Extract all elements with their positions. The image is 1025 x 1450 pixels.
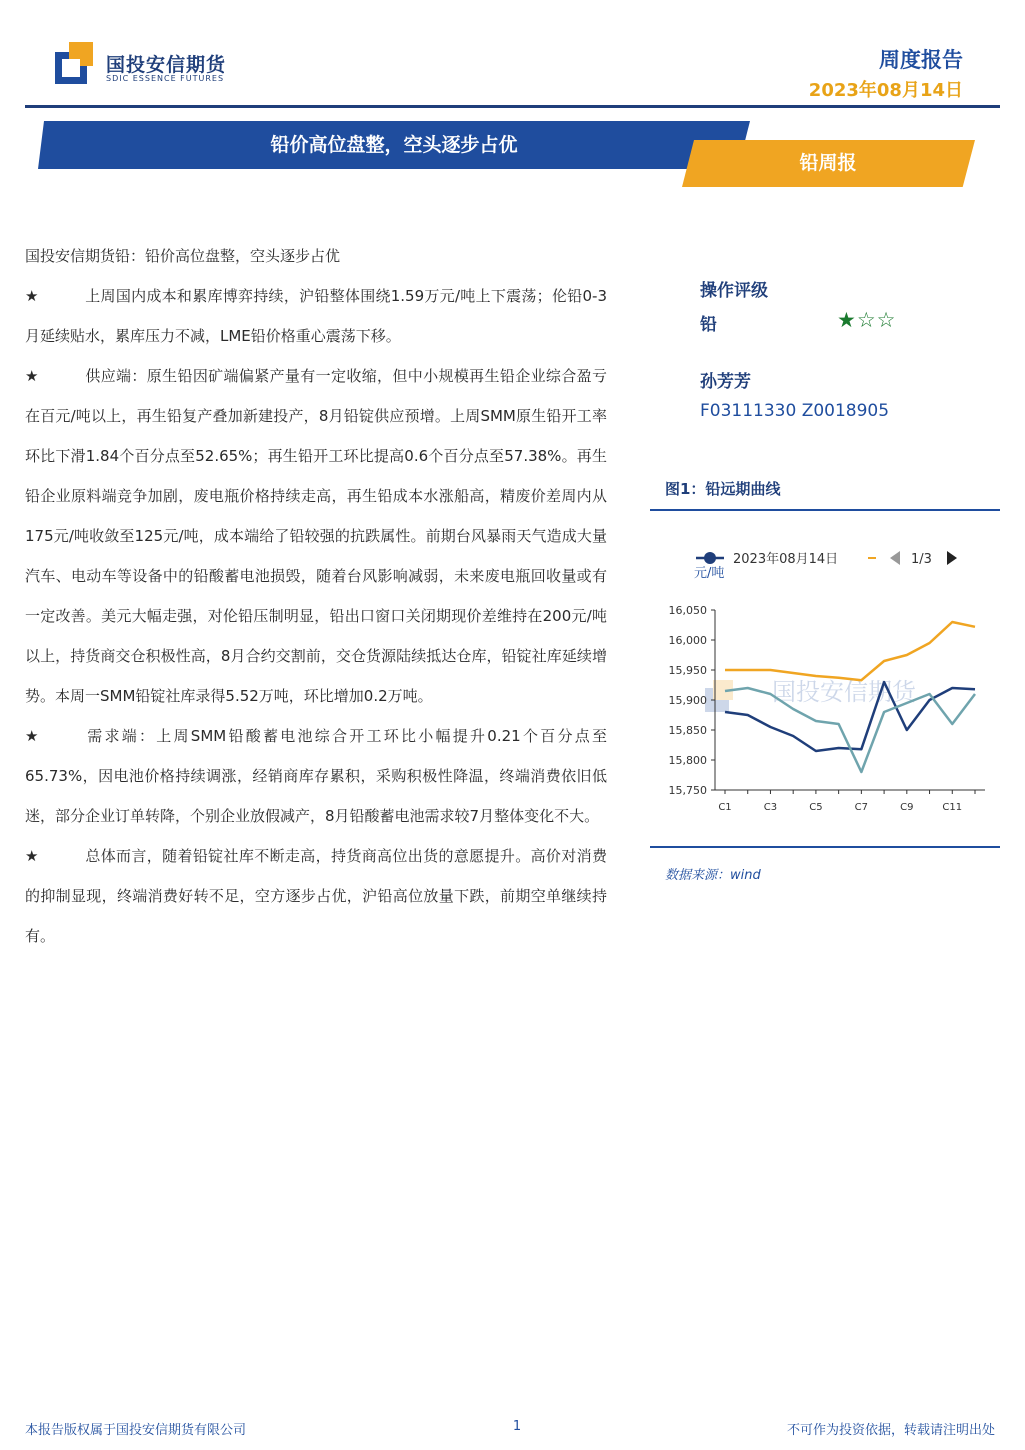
chart-legend xyxy=(696,551,957,567)
star-icon: ★ xyxy=(25,847,39,865)
point-paragraph xyxy=(25,836,607,956)
point-paragraph xyxy=(25,276,607,356)
legend-prev-icon[interactable] xyxy=(890,551,900,565)
legend-page-indicator: 1/3 xyxy=(911,552,932,567)
y-axis-label: 元/吨 xyxy=(694,566,725,581)
report-body xyxy=(25,236,607,956)
report-date: 2023年08月14日 xyxy=(808,80,963,101)
figure-title: 图1：铅远期曲线 xyxy=(665,480,781,498)
star-icon: ★ xyxy=(25,367,39,385)
legend-marker xyxy=(704,552,716,564)
company-name-cn: 国投安信期货 xyxy=(106,54,227,76)
x-tick-label: C11 xyxy=(942,802,963,813)
point-text: 总体而言，随着铅锭社库不断走高，持货商高位出货的意愿提升。高价对消费的抑制显现，终端消费好转不足，空方逐步占优，沪铅高位放量下跌，前期空单继续持有。 xyxy=(25,847,607,945)
point-text: 供应端：原生铅因矿端偏紧产量有一定收缩，但中小规模再生铅企业综合盈亏在百元/吨以上，再生铅复产叠加新建投产，8月铅锭供应预增。上周SMM原生铅开工率环比下滑1.84个百分点至52.65%；再生铅开工环比提高0.6个百分点至57.38%。再生铅企业原料端竞争加剧，废电瓶价格持续走高，再生铅成本水涨船高，精废价差周内从175元/吨收敛至125元/吨，成本端给了铅较强的抗跌属性。前期台风暴雨天气造成大量汽车、电动车等设备中的铅酸蓄电池损毁，随着台风影响减弱，未来废电瓶回收量或有一定改善。美元大幅走强，对伦铅压制明显，铅出口窗口关闭期现价差维持在200元/吨以上，持货商交仓积极性高，8月合约交割前，交仓货源陆续抵达仓库，铅锭社库延续增势。本周一SMM铅锭社库录得5.52万吨，环比增加0.2万吨。 xyxy=(25,367,607,705)
page-number: 1 xyxy=(512,1419,522,1434)
x-tick-label: C1 xyxy=(718,802,732,813)
y-tick-label: 15,850 xyxy=(668,724,707,737)
company-logo-icon xyxy=(55,42,97,84)
x-tick-label: C9 xyxy=(900,802,914,813)
report-type: 周度报告 xyxy=(879,48,963,72)
star-icon: ★ xyxy=(25,727,39,745)
y-tick-label: 15,750 xyxy=(668,784,707,797)
analyst-license: F03111330 Z0018905 xyxy=(700,401,890,421)
series-line-2 xyxy=(725,622,975,680)
y-tick-label: 15,950 xyxy=(668,664,707,677)
rating-stars: ★☆☆ xyxy=(837,308,897,332)
y-tick-label: 15,900 xyxy=(668,694,707,707)
legend-label: 2023年08月14日 xyxy=(733,552,839,567)
star-icon: ★ xyxy=(25,287,39,305)
rating-product: 铅 xyxy=(700,315,717,335)
legend-next-icon[interactable] xyxy=(947,551,957,565)
intro-paragraph: 国投安信期货铅：铅价高位盘整，空头逐步占优 xyxy=(25,247,341,265)
point-paragraph xyxy=(25,356,607,716)
report-tag: 铅周报 xyxy=(799,152,857,174)
x-tick-label: C5 xyxy=(809,802,823,813)
forward-curve-chart xyxy=(650,540,1000,820)
analyst-name: 孙芳芳 xyxy=(700,372,751,392)
point-text: 需求端：上周SMM铅酸蓄电池综合开工环比小幅提升0.21个百分点至65.73%，因电池价格持续调涨，经销商库存累积，采购积极性降温，终端消费依旧低迷，部分企业订单转降，个别企业放假减产，8月铅酸蓄电池需求较7月整体变化不大。 xyxy=(25,727,607,825)
disclaimer: 不可作为投资依据，转载请注明出处 xyxy=(786,1423,995,1438)
y-tick-label: 16,000 xyxy=(668,634,707,647)
rating-title: 操作评级 xyxy=(700,281,768,301)
copyright-notice: 本报告版权属于国投安信期货有限公司 xyxy=(25,1423,247,1438)
chart-watermark xyxy=(705,678,918,712)
header-divider xyxy=(25,105,1000,108)
x-tick-label: C7 xyxy=(854,802,869,813)
figure-bottom-rule xyxy=(650,846,1000,848)
point-paragraph xyxy=(25,716,607,836)
y-tick-label: 16,050 xyxy=(668,604,707,617)
point-text: 上周国内成本和累库博弈持续，沪铅整体围绕1.59万元/吨上下震荡；伦铅0-3月延续贴水，累库压力不减，LME铅价格重心震荡下移。 xyxy=(25,287,607,345)
watermark-text: 国投安信期货 xyxy=(772,678,916,706)
figure-top-rule xyxy=(650,509,1000,511)
report-title: 铅价高位盘整，空头逐步占优 xyxy=(270,134,518,156)
data-source: 数据来源：wind xyxy=(665,868,761,883)
y-tick-label: 15,800 xyxy=(668,754,707,767)
company-name-en: SDIC ESSENCE FUTURES xyxy=(106,74,225,83)
x-tick-label: C3 xyxy=(763,802,778,813)
